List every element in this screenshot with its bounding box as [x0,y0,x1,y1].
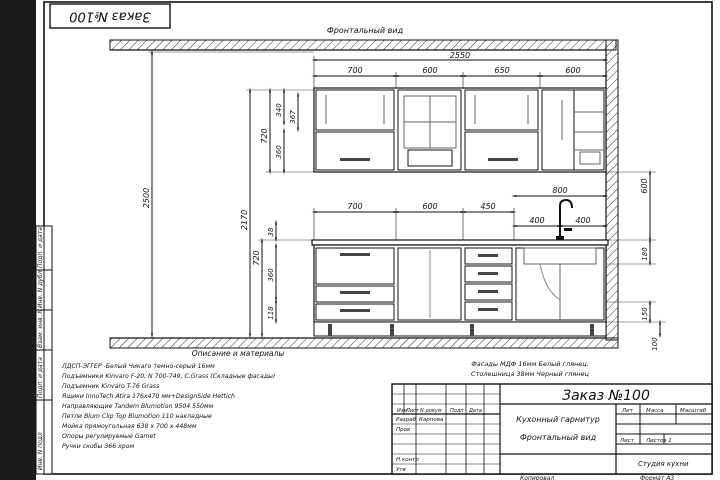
dim-label: 700 [347,66,363,75]
tb-company: Студия кухни [638,460,689,468]
material-line: Петли Blum Clip Top Blumotion 110 накладные [62,413,212,420]
tb-format: Формат А3 [640,475,675,480]
tb-list: Лист [620,438,634,444]
facade-note: Фасады МДФ 16мм Белый глянец. [471,360,589,368]
dim-label: 100 [651,337,659,351]
dim-label: 340 [275,103,283,117]
material-line: ЛДСП-ЭГГЕР -Белый Чикаго темно-серый 16мм [62,363,215,370]
tb-product-name: Кухонный гарнитур [516,415,600,424]
tb-lit: Лит [622,408,633,414]
dim-label: 180 [641,247,649,261]
dim-label: 2550 [449,51,471,60]
tb-nkontr-label: Н.контр [396,457,419,463]
tb-razrab-label: Разраб [396,417,416,423]
tb-razrab-name: Карпова [419,417,444,423]
tb-massa: Масса [646,408,664,414]
dim-label: 720 [260,128,269,144]
dim-label: 118 [267,306,275,320]
title-block [392,384,712,474]
material-line: Ручки скобы 366 хром [62,443,135,450]
dim-label: 150 [641,307,649,321]
tb-masshtab: Масштаб [680,408,707,414]
dim-label: 600 [422,202,438,211]
lower-cabinets [314,245,606,336]
dim-label: 38 [267,227,275,237]
dim-label: 600 [422,66,438,75]
material-line: Мойка прямоугольная 638 x 700 x 448мм [62,423,197,430]
upper-cabinets [314,88,606,172]
side-strip-label: Подп. и дата [37,227,44,268]
order-stamp-text: Заказ №100 [69,8,151,24]
dim-label: 360 [267,268,275,282]
tb-col-izm: Изм [397,408,408,414]
dim-label: 650 [494,66,510,75]
dim-label: 700 [347,202,363,211]
dim-label: 400 [529,216,545,225]
material-line: Направляющие Tandem Blumotion 9504 550мм [62,403,214,410]
dim-label: 360 [275,145,283,159]
material-line: Подъемник Kinvaro T-76 Grass [62,383,160,390]
side-strip-label: Инв. N подл [37,432,44,470]
dim-label: 2170 [240,209,249,231]
tb-order-number: Заказ №100 [562,388,650,404]
tb-col-doc: N докум [420,408,442,414]
dim-label: 400 [575,216,591,225]
dim-label: 450 [480,202,496,211]
order-stamp [50,4,170,28]
dim-label: 800 [552,186,568,195]
side-strip-label: Взам. инв. N [37,309,44,348]
tb-listov: Листов 1 [646,438,672,444]
view-title: Фронтальный вид [326,26,404,35]
tb-col-sign: Подп [450,408,464,414]
countertop [312,240,608,245]
material-line: Ящики InnoTech Atira 176x470 мм+DesignSide Hettich [62,393,235,400]
side-strip [36,226,52,474]
tb-utv-label: Утв [396,467,406,473]
countertop-note: Столешница 38мм Черный глянец [471,370,589,378]
side-strip-label: Инв. N дубл. [37,268,44,308]
materials-title: Описание и материалы [191,349,285,358]
tb-view-name: Фронтальный вид [519,433,597,442]
material-line: Опоры регулируемые Gamet [62,433,156,440]
dim-label: 720 [252,250,261,266]
dim-label: 367 [289,110,297,124]
tb-prov-label: Пров [396,427,411,433]
material-line: Подъемники Kinvaro F-20, N 700-749, C.Grass (Складные фасады) [62,373,276,380]
tb-col-list: Лист [406,408,419,414]
dim-label: 2500 [142,187,151,209]
side-strip-label: Подп. и дата [37,357,44,398]
tb-kopiroval: Копировал [520,475,555,480]
dim-label: 600 [565,66,581,75]
tb-col-date: Дата [469,408,482,414]
dim-label: 600 [640,178,649,194]
